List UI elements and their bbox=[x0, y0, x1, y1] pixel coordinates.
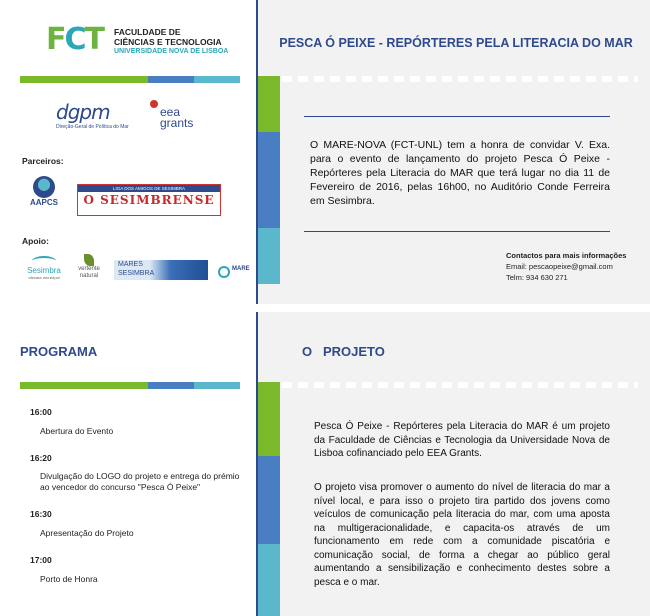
programa-item-desc: Abertura do Evento bbox=[40, 426, 114, 436]
programa-item-desc: Divulgação do LOGO do projeto e entrega do prémio bbox=[40, 471, 240, 481]
mares-line2: SESIMBRA bbox=[118, 270, 155, 277]
programa-item-time: 16:30 bbox=[30, 509, 52, 519]
fct-line1: FACULDADE DE bbox=[114, 27, 181, 37]
dgpm-logo-caption: Direção-Geral de Política do Mar bbox=[56, 124, 129, 130]
vertente-natural-logo bbox=[74, 254, 104, 286]
sesimbrense-title: O SESIMBRENSE bbox=[83, 193, 215, 207]
fct-logo bbox=[46, 22, 236, 58]
vertente-line1: vertente bbox=[78, 266, 100, 272]
fct-logo-mark: FCT bbox=[46, 22, 103, 57]
programa-item bbox=[30, 453, 256, 509]
color-bar-green bbox=[20, 76, 148, 83]
eea-logo-line1: eea bbox=[160, 105, 181, 119]
color-bar-blue-bottom bbox=[148, 382, 194, 389]
leaf-icon bbox=[84, 254, 94, 266]
eea-logo-line2: grants bbox=[160, 116, 194, 130]
programa-item bbox=[30, 407, 256, 453]
projeto-title: O PROJETO bbox=[302, 344, 385, 359]
vertical-bar-green-top bbox=[258, 76, 280, 132]
contacts-block bbox=[506, 250, 646, 283]
programa-item-desc: ao vencedor do concurso "Pesca Ó Peixe" bbox=[40, 482, 201, 492]
dotted-divider-bottom bbox=[282, 382, 638, 388]
programa-item bbox=[30, 555, 256, 595]
mares-line1: MARES bbox=[118, 261, 143, 268]
dotted-divider-top bbox=[282, 76, 638, 82]
programa-item-desc: Porto de Honra bbox=[40, 574, 98, 584]
programa-list bbox=[30, 407, 256, 595]
vertical-bar-green-bottom bbox=[258, 382, 280, 456]
sesimbra-wave-icon bbox=[32, 256, 56, 266]
color-bar-blue bbox=[148, 76, 194, 83]
mare-circle-icon bbox=[218, 266, 230, 278]
color-bar-cyan bbox=[194, 76, 240, 83]
programa-item-desc: Apresentação do Projeto bbox=[40, 528, 134, 538]
color-bar-cyan-bottom bbox=[194, 382, 240, 389]
contacts-phone: Telm: 934 630 271 bbox=[506, 273, 568, 282]
dgpm-logo bbox=[56, 100, 136, 130]
fct-line3: UNIVERSIDADE NOVA DE LISBOA bbox=[114, 48, 229, 55]
sesimbra-sub: câmara municipal bbox=[28, 275, 60, 280]
vertical-bar-cyan-top bbox=[258, 228, 280, 284]
fct-logo-text bbox=[114, 27, 228, 57]
sesimbrense-logo bbox=[77, 184, 221, 216]
parceiros-label: Parceiros: bbox=[22, 156, 64, 166]
vertical-bar-cyan-bottom bbox=[258, 544, 280, 616]
programa-title: PROGRAMA bbox=[20, 344, 98, 359]
vertical-bar-blue2-top bbox=[258, 180, 280, 228]
mare-logo bbox=[218, 264, 252, 278]
mare-logo-text: MARE bbox=[232, 266, 250, 272]
programa-item-time: 16:00 bbox=[30, 407, 52, 417]
fct-line2: CIÊNCIAS E TECNOLOGIA bbox=[114, 37, 222, 47]
aapcs-emblem-icon bbox=[33, 176, 55, 198]
sesimbra-name: Sesimbra bbox=[27, 266, 61, 275]
top-left-panel bbox=[0, 0, 256, 304]
contacts-heading: Contactos para mais informações bbox=[506, 251, 627, 260]
invitation-text: O MARE-NOVA (FCT-UNL) tem a honra de convidar V. Exa. para o evento de lançamento do projeto Pesca Ó Peixe - Repórteres pela Literacia do MAR que terá lugar no dia 11 de Fevereiro de 2016, pelas 16h00, no Auditório Conde Ferreira em Sesimbra. bbox=[310, 139, 610, 207]
projeto-paragraph-2: O projeto visa promover o aumento do nível de literacia do mar a nível local, e para isso o projeto tira partido dos jovens como veículos de comunicação pela literacia do mar, com uma aposta na multigeracionalidade, e capacita-os através de um funcionamento em rede com a comunidade piscatória e comunicação social, de forma a chegar ao público geral aumentando a sensibilização e conhecimento destes sobre a pesca e o mar. bbox=[314, 482, 610, 588]
eea-grants-dots-icon bbox=[150, 100, 158, 108]
color-bar-green-bottom bbox=[20, 382, 148, 389]
programa-item-time: 17:00 bbox=[30, 555, 52, 565]
dgpm-logo-mark: dgpm bbox=[56, 100, 110, 124]
apoio-label: Apoio: bbox=[22, 236, 49, 246]
contacts-email[interactable]: Email: pescaopeixe@gmail.com bbox=[506, 262, 613, 271]
vertente-line2: natural bbox=[79, 273, 99, 279]
divider-rule-2 bbox=[304, 231, 610, 232]
programa-item bbox=[30, 509, 256, 555]
programa-item-time: 16:20 bbox=[30, 453, 52, 463]
sesimbrense-banner: LIGA DOS AMIGOS DE SESIMBRA bbox=[78, 185, 220, 192]
mares-sesimbra-logo bbox=[114, 260, 208, 280]
vertical-bar-blue-top bbox=[258, 132, 280, 180]
vertical-bar-blue-bottom bbox=[258, 456, 280, 544]
divider-rule-1 bbox=[304, 116, 610, 117]
sesimbra-logo bbox=[22, 256, 66, 286]
event-title: PESCA Ó PEIXE - REPÓRTERES PELA LITERACIA DO MAR bbox=[279, 36, 633, 50]
eea-grants-logo bbox=[150, 98, 200, 132]
projeto-paragraph-1: Pesca Ó Peixe - Repórteres pela Literacia do MAR é um projeto da Faculdade de Ciências e Tecnologia da Universidade Nova de Lisboa cofinanciado pelo EEA Grants. bbox=[314, 421, 610, 459]
aapcs-logo-text: AAPCS bbox=[29, 198, 58, 207]
aapcs-logo bbox=[24, 176, 64, 214]
